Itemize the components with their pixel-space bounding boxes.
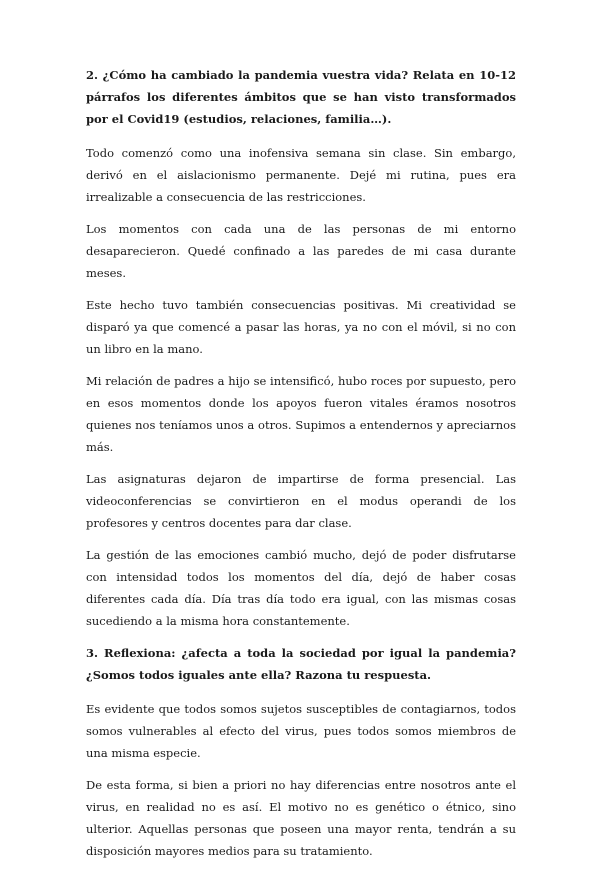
q2-paragraph-6: La gestión de las emociones cambió mucho, dejó de poder disfrutarse con intensidad todos los momentos del día, dejó de haber cosas diferentes cada día. Día tras día todo era igual, con las mismas cosas sucediendo a la misma hora constantemente. [86,548,516,628]
q2-paragraph-3: Este hecho tuvo también consecuencias positivas. Mi creatividad se disparó ya que comencé a pasar las horas, ya no con el móvil, si no con un libro en la mano. [86,298,516,356]
q2-paragraph-2: Los momentos con cada una de las personas de mi entorno desaparecieron. Quedé confinado a las paredes de mi casa durante meses. [86,222,516,280]
question-2-heading: 2. ¿Cómo ha cambiado la pandemia vuestra vida? Relata en 10-12 párrafos los diferentes ámbitos que se han visto transformados por el Covid19 (estudios, relaciones, familia…). [86,68,516,126]
q3-paragraph-2: De esta forma, si bien a priori no hay diferencias entre nosotros ante el virus, en realidad no es así. El motivo no es genético o étnico, sino ulterior. Aquellas personas que poseen una mayor renta, tendrán a su disposición mayores medios para su tratamiento. [86,778,516,858]
q2-paragraph-4: Mi relación de padres a hijo se intensificó, hubo roces por supuesto, pero en esos momentos donde los apoyos fueron vitales éramos nosotros quienes nos teníamos unos a otros. Supimos a entendernos y apreciarnos más. [86,374,516,454]
q2-paragraph-5: Las asignaturas dejaron de impartirse de forma presencial. Las videoconferencias se convirtieron en el modus operandi de los profesores y centros docentes para dar clase. [86,472,516,530]
document-body [86,64,516,872]
q2-paragraph-1: Todo comenzó como una inofensiva semana sin clase. Sin embargo, derivó en el aislacionismo permanente. Dejé mi rutina, pues era irrealizable a consecuencia de las restricciones. [86,146,516,204]
q3-paragraph-1: Es evidente que todos somos sujetos susceptibles de contagiarnos, todos somos vulnerables al efecto del virus, pues todos somos miembros de una misma especie. [86,702,516,760]
question-3-heading: 3. Reflexiona: ¿afecta a toda la sociedad por igual la pandemia? ¿Somos todos iguales ante ella? Razona tu respuesta. [86,646,516,682]
